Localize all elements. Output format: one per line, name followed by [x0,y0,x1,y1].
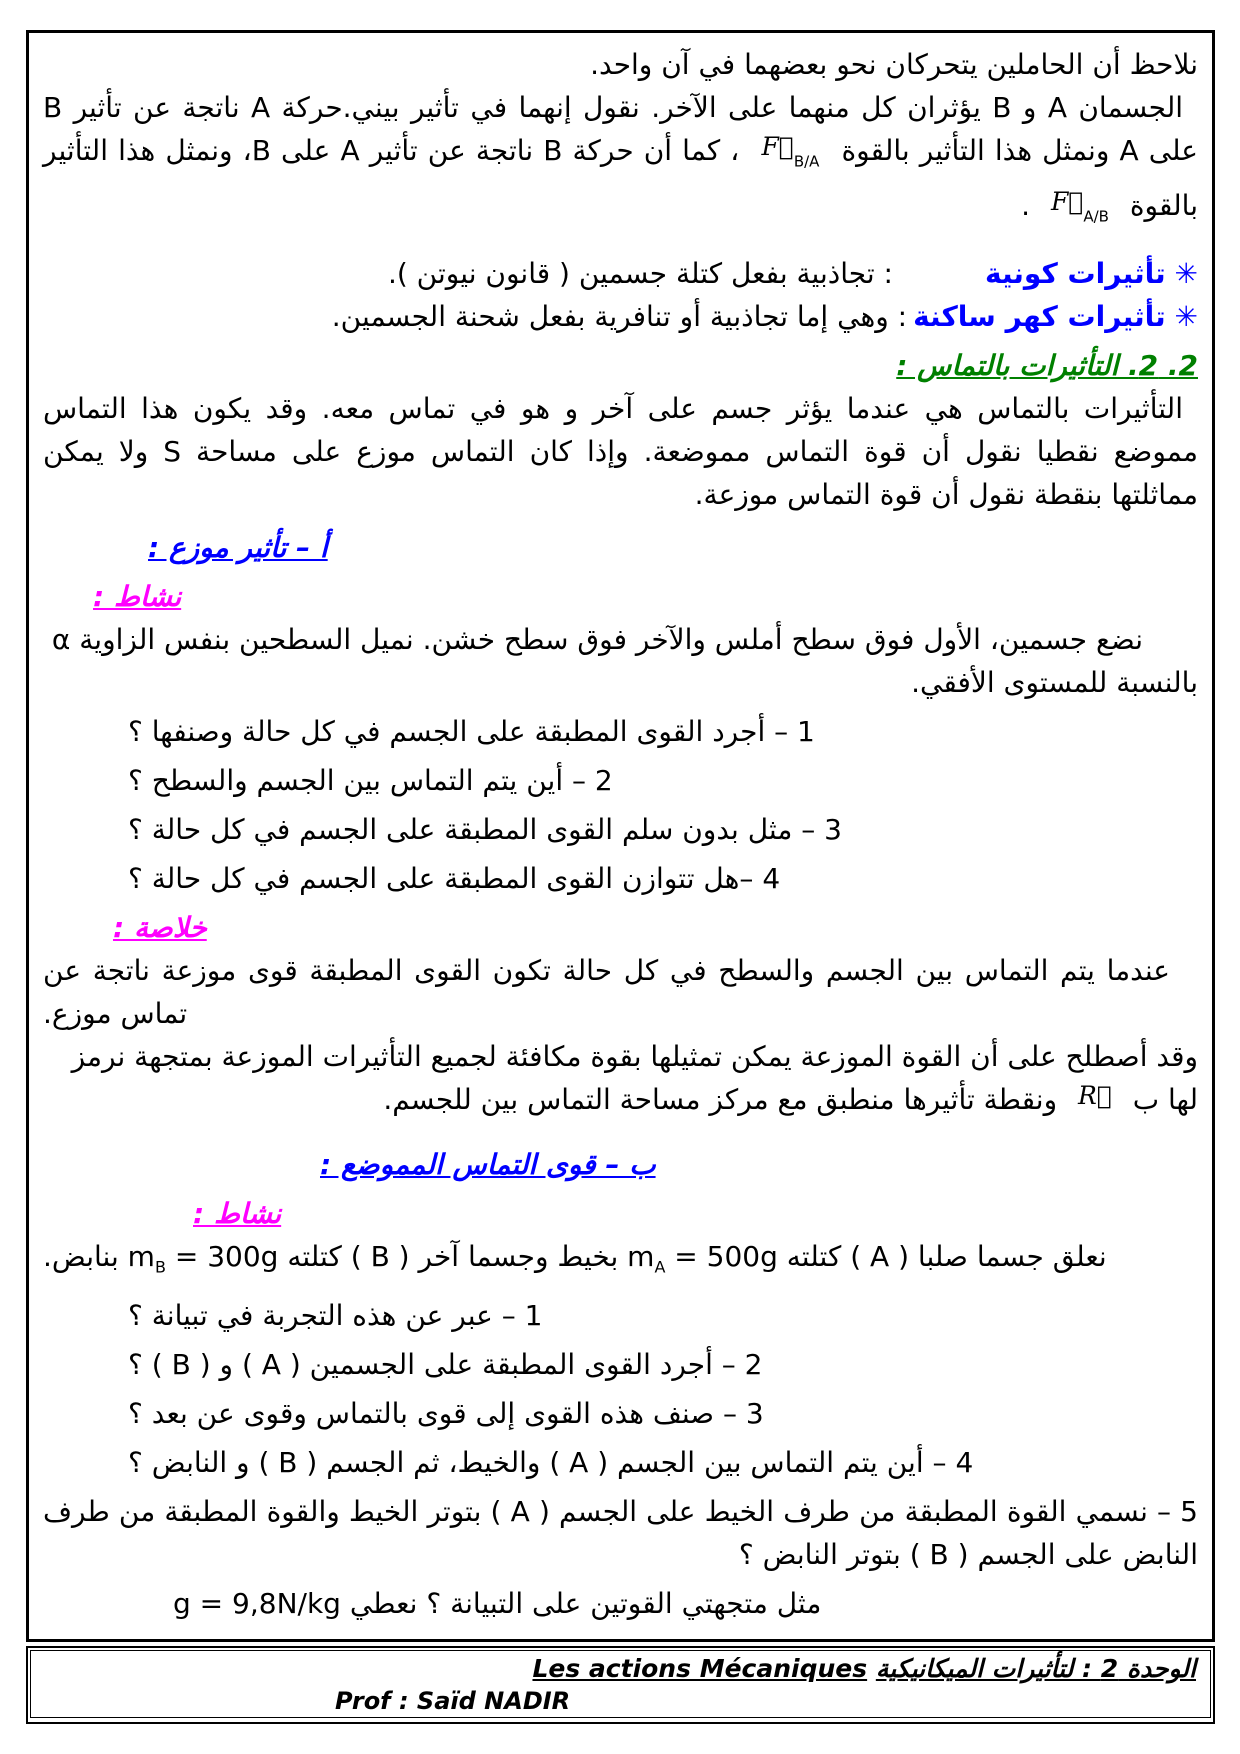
mass-value: = 300g [165,1239,279,1273]
interaction-text-1: الجسمان A و B يؤثران كل منهما على الآخر. نقول إنهما في تأثير بيني.حركة A ناتجة عن تأثير B على A ونمثل هذا التأثير بالقوة [43,91,1199,167]
final-text: مثل متجهتي القوتين على التبيانة ؟ نعطي [340,1587,822,1621]
page-footer-box [26,1646,1215,1724]
interaction-text-2: ، كما أن حركة B ناتجة عن تأثير A على B، ونمثل هذا التأثير بالقوة [43,134,1198,222]
force-vector-FBA [761,132,820,171]
bullet-title: تأثيرات كونية [984,257,1166,291]
conclusion-text-2: ونقطة تأثيرها منطبق مع مركز مساحة التماس بين للجسم. [383,1083,1067,1117]
question-line: 5 – نسمي القوة المطبقة من طرف الخيط على الجسم ( A ) بتوتر الخيط والقوة المطبقة من طرف النابض على الجسم ( B ) بتوتر النابض ؟ [43,1495,1198,1572]
contact-actions-paragraph: التأثيرات بالتماس هي عندما يؤثر جسم على آخر و هو في تماس معه. وقد يكون هذا التماس مموضع نقطيا نقول أن قوة التماس مموضعة. وإذا كان التماس موزع على مساحة S ولا يمكن مماثلتها بنقطة نقول أن قوة التماس موزعة. [43,392,1198,512]
vector-F-subscript: A/B [1083,207,1109,226]
professor-name: Prof : Saïd NADIR [335,1687,571,1715]
activity1-questions [43,710,1198,900]
final-instruction-line [173,1582,1198,1625]
lesson-content-box [26,30,1215,1642]
asterisk-bullet-icon: ✳ [1174,257,1198,291]
vector-F-symbol: F⃗ [761,132,794,161]
activity2-questions [43,1294,1198,1576]
unit-title-french: Les actions Mécaniques [532,1654,868,1683]
activity2-text-1: نعلق جسما صلبا ( A ) كتلته [777,1239,1107,1273]
question-line: 3 – مثل بدون سلم القوى المطبقة على الجسم في كل حالة ؟ [128,813,842,847]
mass-subscript: A [654,1257,666,1277]
conclusion-paragraph-1: عندما يتم التماس بين الجسم والسطح في كل حالة تكون القوى المطبقة قوى موزعة ناتجة عن تماس موزع. [43,954,1170,1031]
activity2-text-2: بخيط وجسما آخر ( B ) كتلته [278,1239,628,1273]
mass-B-expression [127,1239,279,1277]
conclusion-text-1: وقد أصطلح على أن القوة الموزعة يمكن تمثيلها بقوة مكافئة لجميع التأثيرات الموزعة بمتجهة نرمز لها ب [71,1040,1198,1117]
mass-symbol: m [127,1239,155,1273]
force-vector-FAB [1050,186,1109,226]
question-line: 3 – صنف هذه القوى إلى قوى بالتماس وقوى عن بعد ؟ [128,1397,764,1431]
mass-value: = 500g [665,1239,778,1273]
subsection-distributed-action-heading: أ – تأثير موزع : [148,531,328,565]
section-contact-actions-heading: 2. 2. التأثيرات بالتماس : [896,349,1198,383]
question-line: 4 –هل تتوازن القوى المطبقة على الجسم في كل حالة ؟ [128,862,781,896]
question-line: 2 – أين يتم التماس بين الجسم والسطح ؟ [128,764,613,798]
conclusion-heading: خلاصة : [113,911,207,945]
asterisk-bullet-icon: ✳ [1174,300,1198,334]
bullet-cosmic-actions [43,252,1198,295]
interaction-text-3: . [1021,188,1039,222]
observation-line: نلاحظ أن الحاملين يتحركان نحو بعضهما في آن واحد. [590,48,1198,81]
vector-R-symbol: R⃗ [1078,1081,1112,1111]
vector-F-symbol: F⃗ [1050,186,1084,216]
vector-F-subscript: B/A [793,152,820,171]
unit-title-line [45,1652,1196,1686]
page-footer-inner [30,1650,1211,1718]
bullet-title: تأثيرات كهر ساكنة [913,300,1166,334]
gravity-value: g = 9,8N/kg [173,1587,341,1621]
activity2-text-3: بنابض. [43,1239,128,1273]
mass-subscript: B [154,1257,166,1277]
bullet-text: : وهي إما تجاذبية أو تنافرية بفعل شحنة الجسمين. [331,300,908,334]
activity2-intro [43,1235,1198,1289]
activity1-heading: نشاط : [93,580,182,614]
subsection-localized-contact-heading: ب – قوى التماس المموضع : [320,1147,656,1181]
activity2-heading: نشاط : [193,1196,282,1230]
interaction-paragraph [43,86,1198,238]
conclusion-paragraph-2 [43,1035,1198,1133]
question-line: 1 – عبر عن هذه التجربة في تبيانة ؟ [128,1299,543,1333]
question-line: 4 – أين يتم التماس بين الجسم ( A ) والخيط، ثم الجسم ( B ) و النابض ؟ [128,1446,974,1480]
mass-symbol: m [627,1239,655,1273]
question-line: 1 – أجرد القوى المطبقة على الجسم في كل حالة وصنفها ؟ [128,715,815,749]
action-types-list [43,252,1198,338]
resultant-vector-R [1078,1083,1112,1116]
activity1-intro: نضع جسمين، الأول فوق سطح أملس والآخر فوق سطح خشن. نميل السطحين بنفس الزاوية α بالنسبة للمستوى الأفقي. [51,623,1198,700]
question-line: 2 – أجرد القوى المطبقة على الجسمين ( A ) و ( B ) ؟ [128,1348,763,1382]
mass-A-expression [627,1239,778,1277]
bullet-electrostatic-actions [43,295,1198,338]
unit-title-arabic: الوحدة 2 : لتأثيرات الميكانيكية [875,1654,1196,1683]
bullet-text: : تجاذبية بفعل كتلة جسمين ( قانون نيوتن ). [387,257,893,291]
